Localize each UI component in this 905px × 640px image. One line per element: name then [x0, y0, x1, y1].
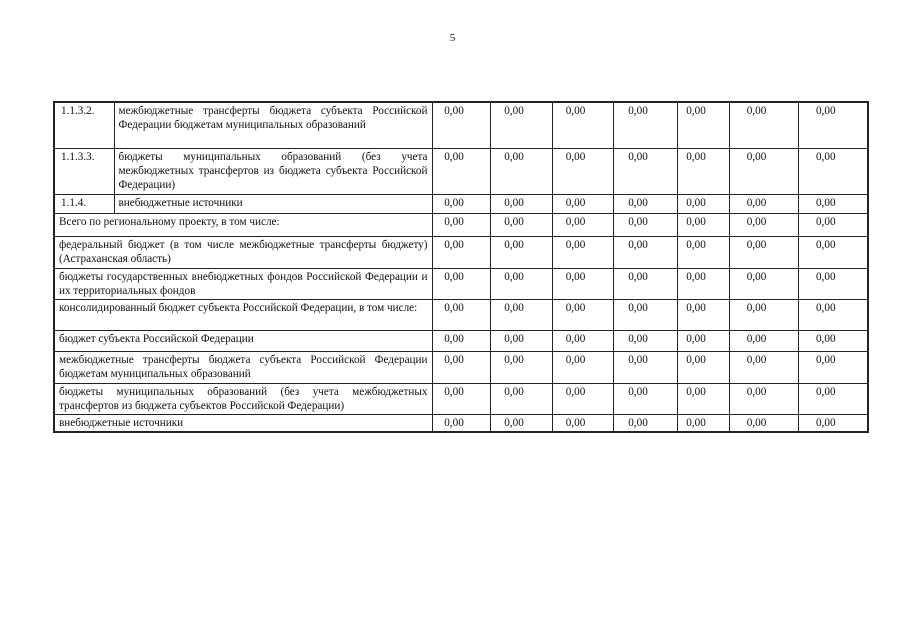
value-cell: 0,00: [432, 236, 490, 268]
value-cell: 0,00: [677, 351, 729, 383]
row-label: бюджет субъекта Российской Федерации: [54, 330, 432, 351]
value-cell: 0,00: [729, 351, 798, 383]
value-cell: 0,00: [432, 299, 490, 330]
value-cell: 0,00: [613, 213, 677, 236]
table-row: [54, 102, 868, 148]
row-label: внебюджетные источники: [114, 194, 432, 213]
value-cell: 0,00: [613, 351, 677, 383]
value-cell: 0,00: [490, 148, 552, 194]
value-cell: 0,00: [613, 383, 677, 414]
value-cell: 0,00: [677, 236, 729, 268]
value-cell: 0,00: [729, 213, 798, 236]
value-cell: 0,00: [613, 330, 677, 351]
value-cell: 0,00: [729, 268, 798, 299]
value-cell: 0,00: [552, 330, 613, 351]
value-cell: 0,00: [613, 102, 677, 148]
table-row: [54, 351, 868, 383]
value-cell: 0,00: [677, 194, 729, 213]
table-row: [54, 194, 868, 213]
value-cell: 0,00: [729, 383, 798, 414]
row-label: внебюджетные источники: [54, 414, 432, 432]
value-cell: 0,00: [798, 330, 868, 351]
value-cell: 0,00: [490, 268, 552, 299]
table-row: [54, 148, 868, 194]
value-cell: 0,00: [798, 414, 868, 432]
value-cell: 0,00: [798, 102, 868, 148]
table-row: [54, 268, 868, 299]
value-cell: 0,00: [552, 299, 613, 330]
value-cell: 0,00: [798, 213, 868, 236]
row-label: бюджеты муниципальных образований (без учета межбюджетных трансфертов из бюджета субъекта Российской Федерации): [114, 148, 432, 194]
value-cell: 0,00: [677, 299, 729, 330]
value-cell: 0,00: [677, 330, 729, 351]
value-cell: 0,00: [677, 414, 729, 432]
row-label: бюджеты муниципальных образований (без учета межбюджетных трансфертов из бюджета субъектов Российской Федерации): [54, 383, 432, 414]
value-cell: 0,00: [552, 236, 613, 268]
value-cell: 0,00: [798, 351, 868, 383]
row-code: 1.1.3.3.: [54, 148, 114, 194]
row-code: 1.1.3.2.: [54, 102, 114, 148]
value-cell: 0,00: [490, 351, 552, 383]
value-cell: 0,00: [798, 268, 868, 299]
row-label: федеральный бюджет (в том числе межбюджетные трансферты бюджету) (Астраханская область): [54, 236, 432, 268]
value-cell: 0,00: [729, 194, 798, 213]
value-cell: 0,00: [432, 102, 490, 148]
table-row: [54, 383, 868, 414]
value-cell: 0,00: [677, 102, 729, 148]
value-cell: 0,00: [552, 213, 613, 236]
value-cell: 0,00: [677, 268, 729, 299]
table-row: [54, 213, 868, 236]
value-cell: 0,00: [729, 414, 798, 432]
value-cell: 0,00: [432, 383, 490, 414]
row-code: 1.1.4.: [54, 194, 114, 213]
row-label: бюджеты государственных внебюджетных фондов Российской Федерации и их территориальных фондов: [54, 268, 432, 299]
value-cell: 0,00: [613, 299, 677, 330]
value-cell: 0,00: [432, 414, 490, 432]
value-cell: 0,00: [729, 148, 798, 194]
value-cell: 0,00: [432, 148, 490, 194]
value-cell: 0,00: [432, 351, 490, 383]
value-cell: 0,00: [552, 268, 613, 299]
value-cell: 0,00: [432, 213, 490, 236]
value-cell: 0,00: [490, 236, 552, 268]
value-cell: 0,00: [677, 148, 729, 194]
value-cell: 0,00: [729, 102, 798, 148]
value-cell: 0,00: [552, 383, 613, 414]
value-cell: 0,00: [490, 194, 552, 213]
table-row: [54, 414, 868, 432]
budget-table: [53, 101, 869, 433]
row-label: консолидированный бюджет субъекта Российской Федерации, в том числе:: [54, 299, 432, 330]
value-cell: 0,00: [490, 102, 552, 148]
value-cell: 0,00: [432, 268, 490, 299]
value-cell: 0,00: [677, 383, 729, 414]
value-cell: 0,00: [613, 236, 677, 268]
value-cell: 0,00: [552, 351, 613, 383]
row-label: Всего по региональному проекту, в том числе:: [54, 213, 432, 236]
value-cell: 0,00: [490, 213, 552, 236]
value-cell: 0,00: [613, 194, 677, 213]
value-cell: 0,00: [432, 330, 490, 351]
value-cell: 0,00: [798, 299, 868, 330]
row-label: межбюджетные трансферты бюджета субъекта Российской Федерации бюджетам муниципальных образований: [114, 102, 432, 148]
value-cell: 0,00: [729, 299, 798, 330]
table-body: [54, 102, 868, 432]
value-cell: 0,00: [613, 268, 677, 299]
value-cell: 0,00: [552, 194, 613, 213]
value-cell: 0,00: [677, 213, 729, 236]
table-row: [54, 330, 868, 351]
value-cell: 0,00: [729, 236, 798, 268]
value-cell: 0,00: [613, 148, 677, 194]
page-number: 5: [449, 32, 456, 44]
value-cell: 0,00: [552, 148, 613, 194]
row-label: межбюджетные трансферты бюджета субъекта Российской Федерации бюджетам муниципальных образований: [54, 351, 432, 383]
value-cell: 0,00: [729, 330, 798, 351]
value-cell: 0,00: [490, 383, 552, 414]
value-cell: 0,00: [798, 236, 868, 268]
value-cell: 0,00: [490, 330, 552, 351]
value-cell: 0,00: [798, 148, 868, 194]
value-cell: 0,00: [490, 414, 552, 432]
value-cell: 0,00: [798, 383, 868, 414]
value-cell: 0,00: [552, 102, 613, 148]
table-row: [54, 299, 868, 330]
value-cell: 0,00: [613, 414, 677, 432]
value-cell: 0,00: [490, 299, 552, 330]
table-row: [54, 236, 868, 268]
value-cell: 0,00: [798, 194, 868, 213]
value-cell: 0,00: [552, 414, 613, 432]
value-cell: 0,00: [432, 194, 490, 213]
